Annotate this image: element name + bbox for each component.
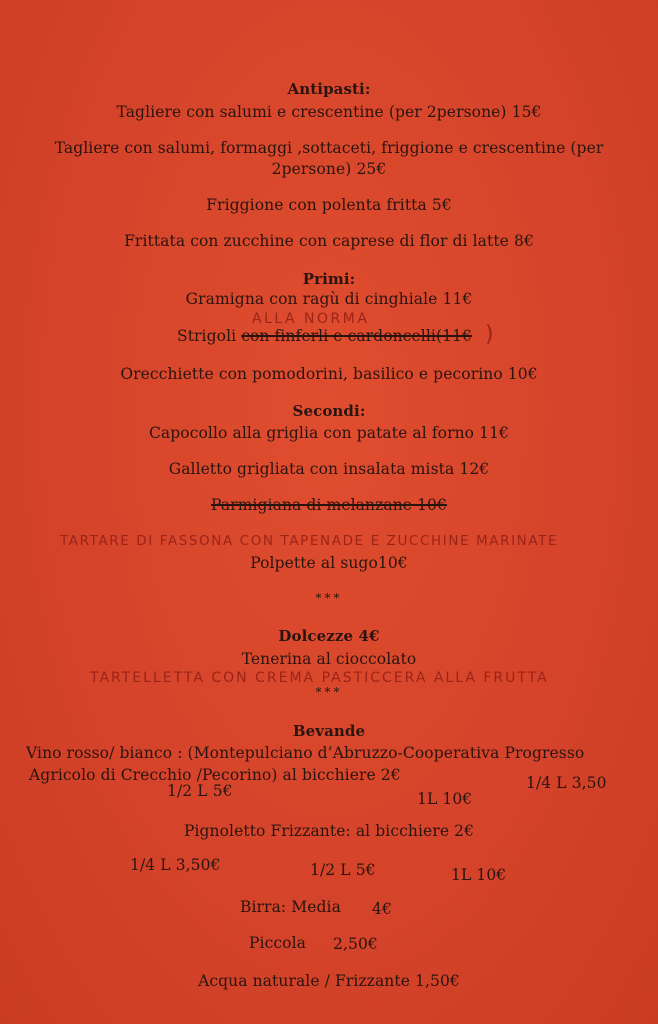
birra-label: Birra: Media xyxy=(240,898,341,916)
primi-item-2-prefix: Strigoli xyxy=(177,327,237,345)
vino-line-2: Agricolo di Crecchio /Pecorino) al bicchiere 2€ xyxy=(29,766,401,784)
primi-item-2-price: (11€ xyxy=(435,327,473,345)
pignoletto-quarter-price: 1/4 L 3,50€ xyxy=(130,856,221,874)
handwritten-paren: ) xyxy=(485,322,494,347)
pignoletto-half-price: 1/2 L 5€ xyxy=(310,861,376,879)
piccola-price: 2,50€ xyxy=(333,935,378,953)
primi-item-1: Gramigna con ragù di cinghiale 11€ xyxy=(185,290,473,308)
vino-litre-price: 1L 10€ xyxy=(417,790,473,808)
dolcezze-heading: Dolcezze 4€ xyxy=(278,627,380,645)
secondi-item-3-struck: Parmigiana di melanzane 10€ xyxy=(211,496,447,514)
secondi-item-3 xyxy=(0,496,658,514)
primi-item-3: Orecchiette con pomodorini, basilico e pecorino 10€ xyxy=(120,365,538,383)
antipasti-item-2-line-2: 2persone) 25€ xyxy=(271,160,387,178)
birra-media-price: 4€ xyxy=(372,900,392,918)
secondi-item-2: Galletto grigliata con insalata mista 12€ xyxy=(168,460,490,478)
pignoletto: Pignoletto Frizzante: al bicchiere 2€ xyxy=(183,822,475,840)
secondi-item-4: Polpette al sugo10€ xyxy=(250,554,408,572)
acqua: Acqua naturale / Frizzante 1,50€ xyxy=(198,972,460,990)
piccola-label: Piccola xyxy=(249,934,306,952)
primi-heading: Primi: xyxy=(302,270,356,288)
primi-handwritten-note: ALLA NORMA xyxy=(252,311,370,327)
vino-line-1: Vino rosso/ bianco : (Montepulciano d’Abruzzo-Cooperativa Progresso xyxy=(26,744,585,762)
pignoletto-litre-price: 1L 10€ xyxy=(451,866,507,884)
antipasti-item-3: Friggione con polenta fritta 5€ xyxy=(206,196,452,214)
secondi-heading: Secondi: xyxy=(292,402,366,420)
antipasti-heading: Antipasti: xyxy=(287,80,371,98)
dolcezze-item-1: Tenerina al cioccolato xyxy=(241,650,417,668)
primi-item-2-struck: con finferli e cardoncelli xyxy=(241,327,436,345)
vino-half-price: 1/2 L 5€ xyxy=(167,782,233,800)
antipasti-item-4: Frittata con zucchine con caprese di flor di latte 8€ xyxy=(124,232,534,250)
secondi-handwritten-note: TARTARE DI FASSONA CON TAPENADE E ZUCCHINE MARINATE xyxy=(60,533,559,549)
secondi-item-1: Capocollo alla griglia con patate al forno 11€ xyxy=(148,424,510,442)
antipasti-item-1: Tagliere con salumi e crescentine (per 2persone) 15€ xyxy=(116,103,542,121)
dolcezze-handwritten-note: TARTELLETTA CON CREMA PASTICCERA ALLA FRUTTA xyxy=(90,670,549,686)
antipasti-item-2-line-1: Tagliere con salumi, formaggi ,sottaceti, friggione e crescentine (per xyxy=(54,139,604,157)
separator: *** xyxy=(315,591,343,605)
primi-item-2 xyxy=(177,327,472,345)
vino-quarter-price: 1/4 L 3,50 xyxy=(526,774,607,792)
dolcezze-stars: *** xyxy=(315,685,343,699)
bevande-heading: Bevande xyxy=(292,722,366,740)
